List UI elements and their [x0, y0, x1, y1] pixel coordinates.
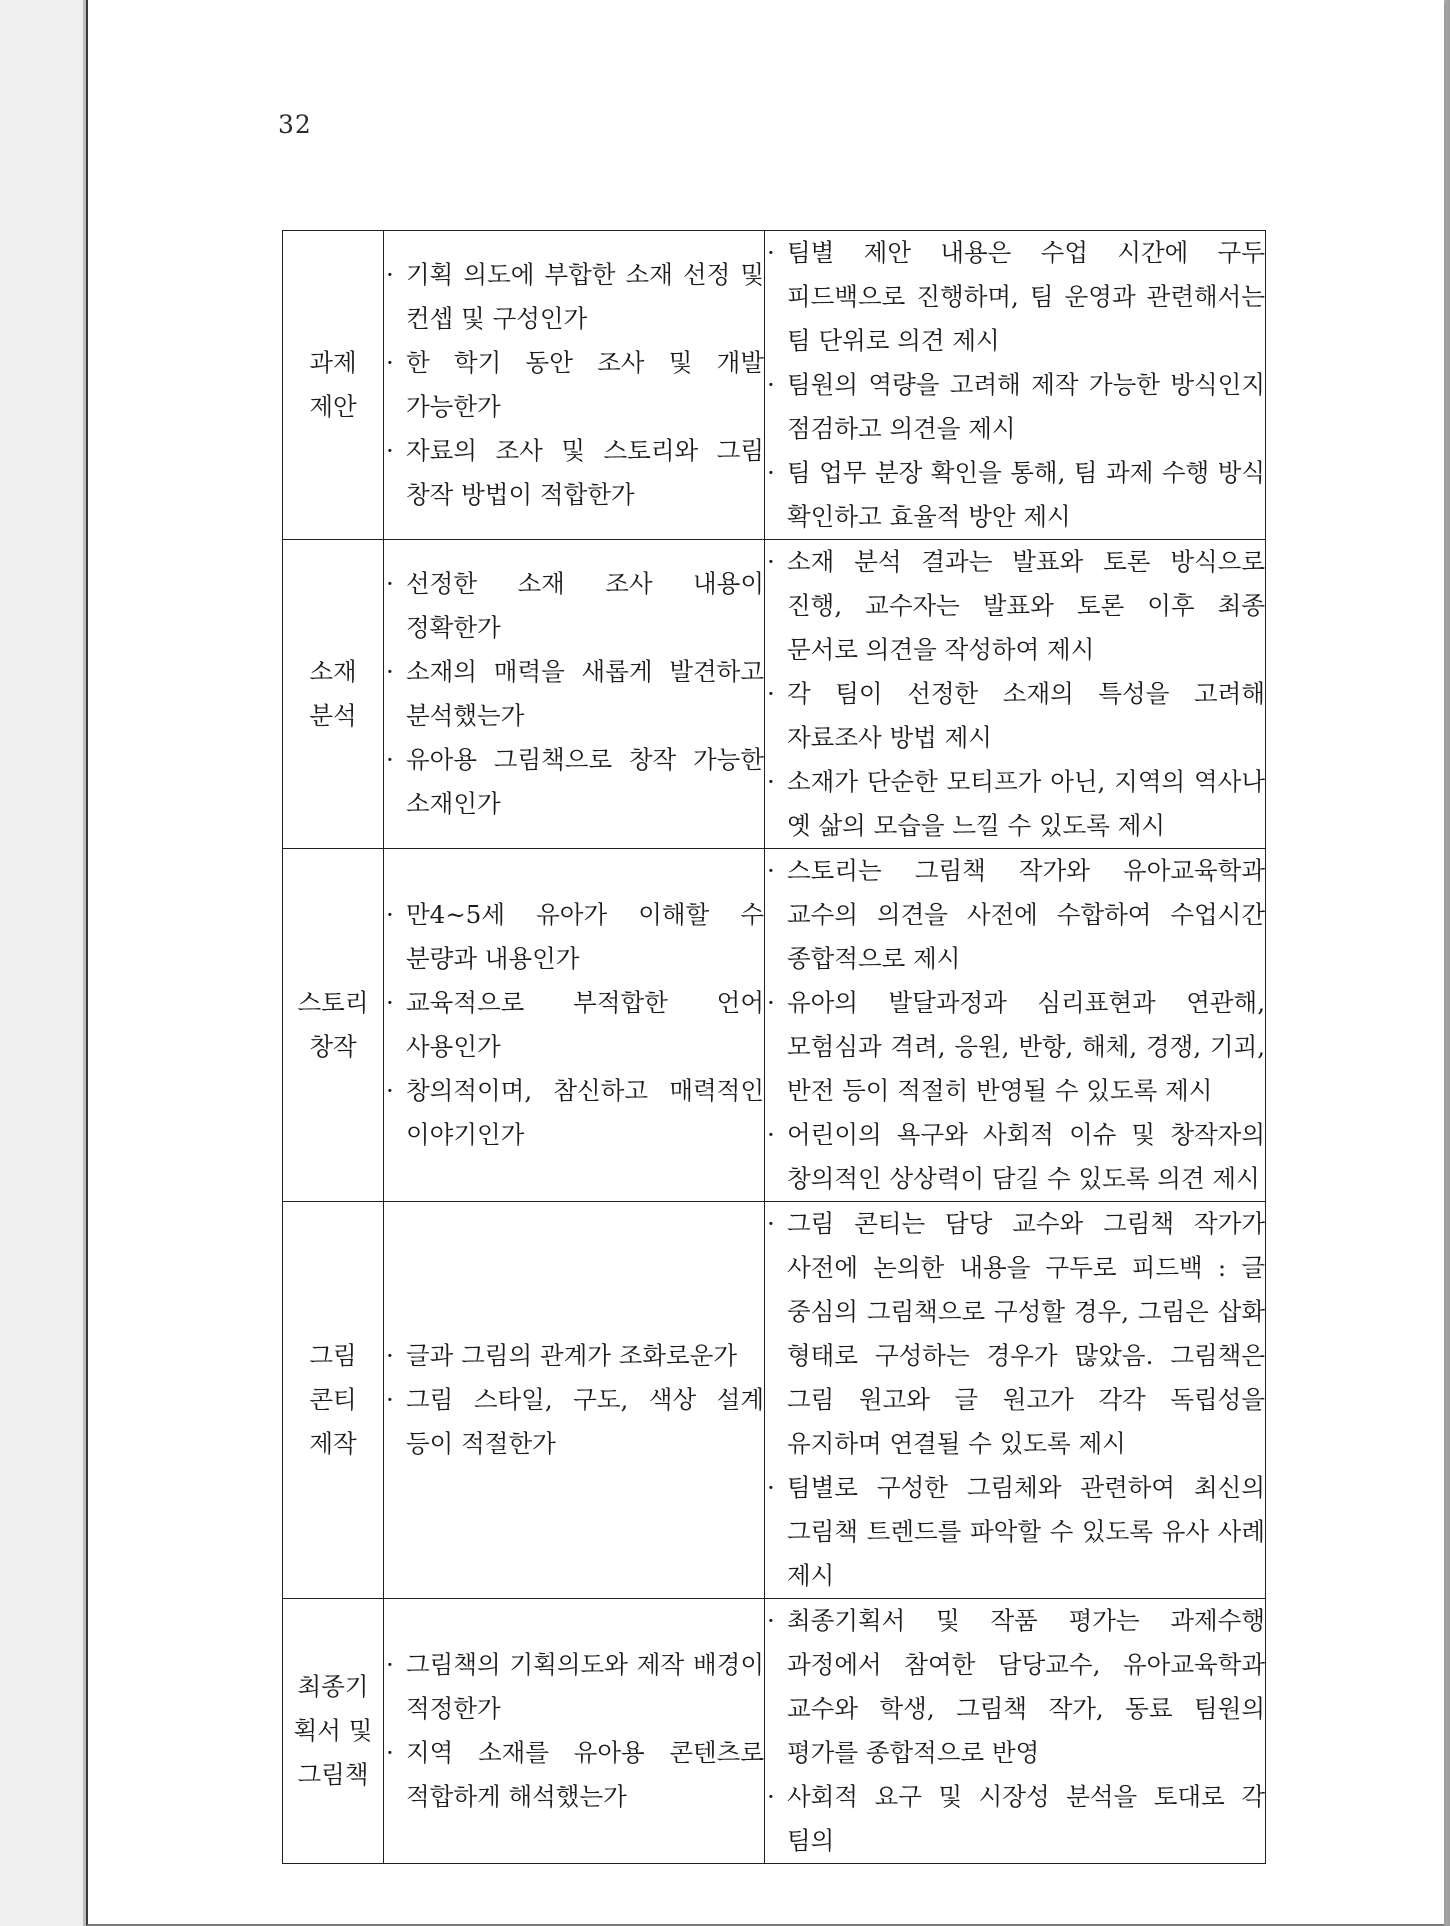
stage-label: 제안: [309, 392, 357, 421]
stage-label: 분석: [309, 701, 357, 730]
feedback-cell: [765, 1599, 1266, 1864]
criteria-cell: [384, 849, 765, 1202]
stage-label: 그림책: [297, 1760, 369, 1789]
feedback-item: · 그림 콘티는 담당 교수와 그림책 작가가 사전에 논의한 내용을 구두로 피드백 : 글 중심의 그림책으로 구성할 경우, 그림은 삽화 형태로 구성하는 경우가 많았음. 그림책은 그림 원고와 글 원고가 각각 독립성을 유지하며 연결될 수 있도록 제시: [765, 1202, 1265, 1466]
criteria-item: · 유아용 그림책으로 창작 가능한 소재인가: [384, 738, 764, 826]
stage-cell: [283, 849, 384, 1202]
feedback-cell: [765, 1202, 1266, 1599]
table-row: [283, 1599, 1266, 1864]
feedback-item: · 팀 업무 분장 확인을 통해, 팀 과제 수행 방식 확인하고 효율적 방안 제시: [765, 451, 1265, 539]
criteria-cell: [384, 1599, 765, 1864]
criteria-item: · 교육적으로 부적합한 언어 사용인가: [384, 981, 764, 1069]
feedback-item: · 소재 분석 결과는 발표와 토론 방식으로 진행, 교수자는 발표와 토론 이후 최종 문서로 의견을 작성하여 제시: [765, 540, 1265, 672]
feedback-item: · 최종기획서 및 작품 평가는 과제수행 과정에서 참여한 담당교수, 유아교육학과 교수와 학생, 그림책 작가, 동료 팀원의 평가를 종합적으로 반영: [765, 1599, 1265, 1775]
criteria-cell: [384, 1202, 765, 1599]
stage-cell: [283, 1202, 384, 1599]
feedback-item: · 팀원의 역량을 고려해 제작 가능한 방식인지 점검하고 의견을 제시: [765, 363, 1265, 451]
feedback-item: · 팀별로 구성한 그림체와 관련하여 최신의 그림책 트렌드를 파악할 수 있도록 유사 사례 제시: [765, 1466, 1265, 1598]
criteria-item: · 자료의 조사 및 스토리와 그림 창작 방법이 적합한가: [384, 429, 764, 517]
table-row: [283, 849, 1266, 1202]
stage-cell: [283, 231, 384, 540]
feedback-item: · 각 팀이 선정한 소재의 특성을 고려해 자료조사 방법 제시: [765, 672, 1265, 760]
criteria-item: · 창의적이며, 참신하고 매력적인 이야기인가: [384, 1069, 764, 1157]
feedback-item: · 사회적 요구 및 시장성 분석을 토대로 각 팀의: [765, 1775, 1265, 1863]
stage-label: 소재: [309, 657, 357, 686]
criteria-item: · 글과 그림의 관계가 조화로운가: [384, 1334, 764, 1378]
stage-label: 그림: [309, 1341, 357, 1370]
feedback-table: [282, 230, 1266, 1864]
table-row: [283, 1202, 1266, 1599]
stage-label: 콘티: [309, 1385, 357, 1414]
table-row: [283, 231, 1266, 540]
feedback-cell: [765, 849, 1266, 1202]
feedback-cell: [765, 540, 1266, 849]
stage-label: 과제: [309, 348, 357, 377]
criteria-item: · 소재의 매력을 새롭게 발견하고 분석했는가: [384, 650, 764, 738]
criteria-cell: [384, 231, 765, 540]
stage-label: 스토리: [297, 988, 369, 1017]
criteria-item: · 한 학기 동안 조사 및 개발 가능한가: [384, 341, 764, 429]
stage-cell: [283, 1599, 384, 1864]
feedback-item: · 스토리는 그림책 작가와 유아교육학과 교수의 의견을 사전에 수합하여 수업시간 종합적으로 제시: [765, 849, 1265, 981]
feedback-item: · 어린이의 욕구와 사회적 이슈 및 창작자의 창의적인 상상력이 담길 수 있도록 의견 제시: [765, 1113, 1265, 1201]
criteria-item: · 그림책의 기획의도와 제작 배경이 적정한가: [384, 1643, 764, 1731]
feedback-item: · 유아의 발달과정과 심리표현과 연관해, 모험심과 격려, 응원, 반항, 해체, 경쟁, 기괴, 반전 등이 적절히 반영될 수 있도록 제시: [765, 981, 1265, 1113]
criteria-item: · 그림 스타일, 구도, 색상 설계 등이 적절한가: [384, 1378, 764, 1466]
criteria-item: · 기획 의도에 부합한 소재 선정 및 컨셉 및 구성인가: [384, 253, 764, 341]
stage-label: 최종기: [297, 1672, 369, 1701]
feedback-item: · 팀별 제안 내용은 수업 시간에 구두 피드백으로 진행하며, 팀 운영과 관련해서는 팀 단위로 의견 제시: [765, 231, 1265, 363]
table-row: [283, 540, 1266, 849]
feedback-cell: [765, 231, 1266, 540]
criteria-item: · 만4~5세 유아가 이해할 수 분량과 내용인가: [384, 893, 764, 981]
stage-label: 획서 및: [293, 1716, 373, 1745]
stage-label: 제작: [309, 1429, 357, 1458]
feedback-item: · 소재가 단순한 모티프가 아닌, 지역의 역사나 옛 삶의 모습을 느낄 수 있도록 제시: [765, 760, 1265, 848]
page-number: 32: [278, 110, 312, 139]
criteria-item: · 지역 소재를 유아용 콘텐츠로 적합하게 해석했는가: [384, 1731, 764, 1819]
stage-label: 창작: [309, 1032, 357, 1061]
criteria-cell: [384, 540, 765, 849]
stage-cell: [283, 540, 384, 849]
criteria-item: · 선정한 소재 조사 내용이 정확한가: [384, 562, 764, 650]
